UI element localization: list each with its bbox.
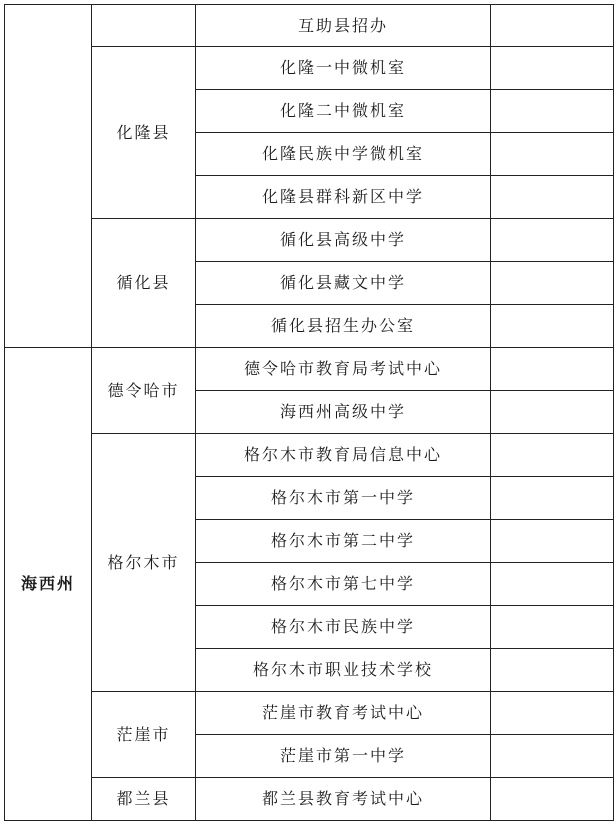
blank-cell xyxy=(491,735,614,778)
blank-cell xyxy=(491,47,614,90)
table-row xyxy=(5,778,614,821)
county-cell: 循化县 xyxy=(92,219,196,348)
county-cell: 茫崖市 xyxy=(92,692,196,778)
blank-cell xyxy=(491,692,614,735)
prefecture-cell xyxy=(5,5,92,348)
site-cell: 化隆民族中学微机室 xyxy=(196,133,491,176)
site-cell: 茫崖市教育考试中心 xyxy=(196,692,491,735)
county-cell: 都兰县 xyxy=(92,778,196,821)
table-row xyxy=(5,348,614,391)
blank-cell xyxy=(491,219,614,262)
blank-cell xyxy=(491,305,614,348)
site-cell: 循化县高级中学 xyxy=(196,219,491,262)
site-cell: 都兰县教育考试中心 xyxy=(196,778,491,821)
blank-cell xyxy=(491,563,614,606)
county-cell: 化隆县 xyxy=(92,47,196,219)
site-cell: 格尔木市第一中学 xyxy=(196,477,491,520)
site-cell: 化隆县群科新区中学 xyxy=(196,176,491,219)
blank-cell xyxy=(491,133,614,176)
table-row xyxy=(5,47,614,90)
table-row xyxy=(5,692,614,735)
blank-cell xyxy=(491,262,614,305)
blank-cell xyxy=(491,434,614,477)
blank-cell xyxy=(491,5,614,47)
site-cell: 德令哈市教育局考试中心 xyxy=(196,348,491,391)
site-cell: 化隆一中微机室 xyxy=(196,47,491,90)
blank-cell xyxy=(491,176,614,219)
county-cell: 格尔木市 xyxy=(92,434,196,692)
blank-cell xyxy=(491,90,614,133)
blank-cell xyxy=(491,477,614,520)
blank-cell xyxy=(491,606,614,649)
exam-sites-table xyxy=(4,4,614,821)
county-cell: 德令哈市 xyxy=(92,348,196,434)
site-cell: 循化县招生办公室 xyxy=(196,305,491,348)
site-cell: 格尔木市民族中学 xyxy=(196,606,491,649)
site-cell: 格尔木市教育局信息中心 xyxy=(196,434,491,477)
site-cell: 格尔木市第七中学 xyxy=(196,563,491,606)
prefecture-cell: 海西州 xyxy=(5,348,92,821)
blank-cell xyxy=(491,520,614,563)
blank-cell xyxy=(491,348,614,391)
site-cell: 海西州高级中学 xyxy=(196,391,491,434)
blank-cell xyxy=(491,391,614,434)
county-cell xyxy=(92,5,196,47)
site-cell: 循化县藏文中学 xyxy=(196,262,491,305)
table-row xyxy=(5,5,614,47)
site-cell: 茫崖市第一中学 xyxy=(196,735,491,778)
table-row xyxy=(5,434,614,477)
site-cell: 格尔木市第二中学 xyxy=(196,520,491,563)
site-cell: 格尔木市职业技术学校 xyxy=(196,649,491,692)
site-cell: 互助县招办 xyxy=(196,5,491,47)
blank-cell xyxy=(491,649,614,692)
site-cell: 化隆二中微机室 xyxy=(196,90,491,133)
blank-cell xyxy=(491,778,614,821)
table-row xyxy=(5,219,614,262)
